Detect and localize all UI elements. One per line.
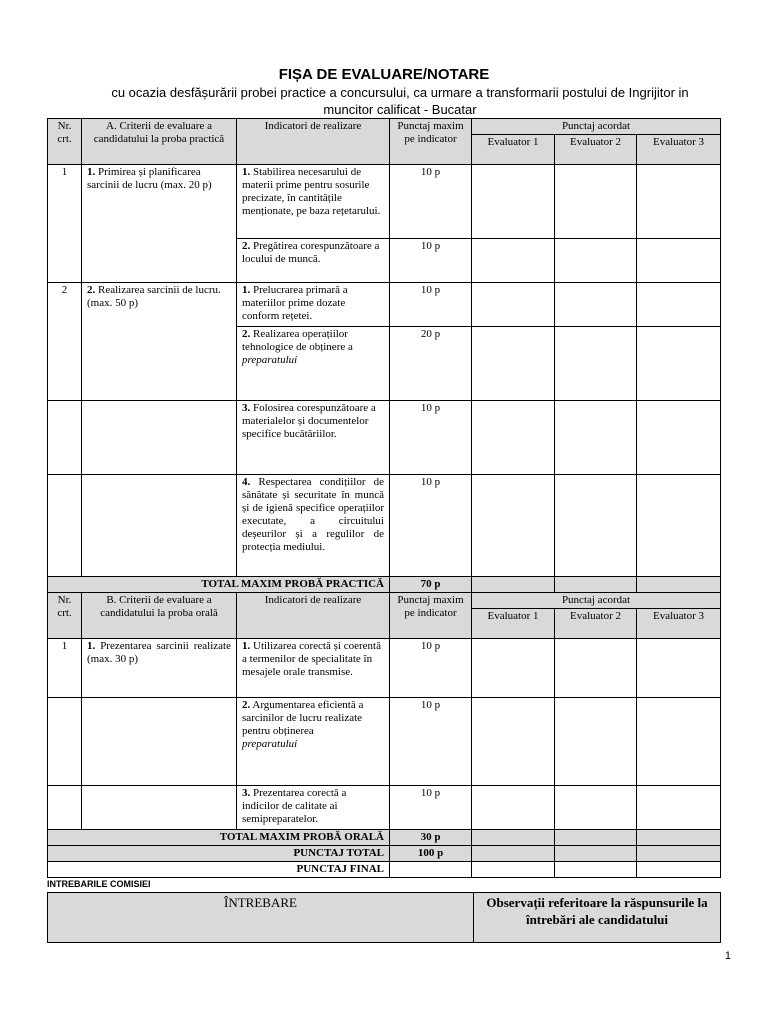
evaluator-2-cell[interactable] <box>555 239 637 283</box>
indicator-a1 <box>237 165 390 239</box>
document-title: FIȘA DE EVALUARE/NOTARE <box>278 66 490 83</box>
indicators-header: Indicatori de realizare <box>237 593 390 639</box>
questions-table <box>47 892 721 943</box>
total-oral-value: 30 p <box>390 830 472 846</box>
evaluator-1-total-cell[interactable] <box>472 830 555 846</box>
empty-nr-cell <box>48 475 82 577</box>
indicator-a6-points: 10 p <box>390 475 472 577</box>
indicator-b2-points: 10 p <box>390 698 472 786</box>
criterion-a1 <box>82 165 237 283</box>
evaluator-3-total-cell[interactable] <box>637 846 721 862</box>
max-points-header: Punctaj maxim pe indicator <box>390 593 472 639</box>
total-oral-label: TOTAL MAXIM PROBĂ ORALĂ <box>48 830 390 846</box>
indicator-b1 <box>237 639 390 698</box>
empty-criteria-cell <box>82 786 237 830</box>
criterion-a2 <box>82 283 237 401</box>
indicator-a2-num: 2. <box>242 240 251 252</box>
evaluator-3-total-cell[interactable] <box>637 830 721 846</box>
indicator-a3-num: 1. <box>242 284 251 296</box>
indicator-a2-points: 10 p <box>390 239 472 283</box>
criterion-a1-text: Primirea și planificarea sarcinii de lucru (max. 20 p) <box>87 166 212 191</box>
subtitle-line-1: cu ocazia desfășurării probei practice a concursului, ca urmare a transformarii postului de Ingrijitor in <box>111 85 689 100</box>
empty-nr-cell <box>48 401 82 475</box>
criterion-a2-nr: 2 <box>48 283 82 401</box>
evaluator-3-cell[interactable] <box>637 165 721 239</box>
evaluator-3-cell[interactable] <box>637 698 721 786</box>
nr-crt-header: Nr. crt. <box>48 593 82 639</box>
evaluator-1-cell[interactable] <box>472 698 555 786</box>
criterion-a1-num: 1. <box>87 166 96 178</box>
total-practical-label: TOTAL MAXIM PROBĂ PRACTICĂ <box>48 577 390 593</box>
final-score-label: PUNCTAJ FINAL <box>48 862 390 878</box>
criteria-b-header: B. Criterii de evaluare a candidatului la proba orală <box>82 593 237 639</box>
total-score-label: PUNCTAJ TOTAL <box>48 846 390 862</box>
evaluator-2-cell[interactable] <box>555 639 637 698</box>
evaluator-3-header: Evaluator 3 <box>637 609 721 639</box>
evaluator-1-total-cell[interactable] <box>472 577 555 593</box>
criterion-b1 <box>82 639 237 698</box>
evaluation-table <box>47 118 721 878</box>
evaluator-3-cell[interactable] <box>637 786 721 830</box>
indicator-b2-num: 2. <box>242 699 251 711</box>
final-score-value[interactable] <box>390 862 472 878</box>
evaluator-3-cell[interactable] <box>637 239 721 283</box>
indicator-a6 <box>237 475 390 577</box>
evaluator-1-cell[interactable] <box>472 239 555 283</box>
indicator-b2-text: Argumentarea eficientă a sarcinilor de lucru realizate pentru obținerea <box>242 699 364 737</box>
evaluator-3-total-cell[interactable] <box>637 577 721 593</box>
observations-header: Observații referitoare la răspunsurile la întrebări ale candidatului <box>474 893 721 943</box>
evaluator-2-cell[interactable] <box>555 786 637 830</box>
indicator-a5-num: 3. <box>242 402 251 414</box>
page-number: 1 <box>724 950 731 962</box>
criterion-b1-nr: 1 <box>48 639 82 698</box>
evaluator-3-cell[interactable] <box>637 639 721 698</box>
evaluator-2-final-cell[interactable] <box>555 862 637 878</box>
indicator-b3-num: 3. <box>242 787 251 799</box>
indicator-a4-points: 20 p <box>390 327 472 401</box>
document-subtitle <box>70 84 730 118</box>
evaluator-3-final-cell[interactable] <box>637 862 721 878</box>
evaluator-2-cell[interactable] <box>555 401 637 475</box>
indicator-b1-text: Utilizarea corectă și coerentă a termenilor de specialitate în mesajele orale transmise. <box>242 640 381 678</box>
evaluator-2-cell[interactable] <box>555 165 637 239</box>
indicator-a6-num: 4. <box>242 476 251 488</box>
evaluator-1-total-cell[interactable] <box>472 846 555 862</box>
evaluator-2-cell[interactable] <box>555 475 637 577</box>
evaluator-2-header: Evaluator 2 <box>555 609 637 639</box>
empty-criteria-cell <box>82 475 237 577</box>
evaluator-3-cell[interactable] <box>637 327 721 401</box>
evaluator-1-cell[interactable] <box>472 327 555 401</box>
criterion-a2-text: Realizarea sarcinii de lucru. (max. 50 p) <box>87 284 221 309</box>
committee-questions-label: INTREBARILE COMISIEI <box>47 879 151 889</box>
criterion-b1-num: 1. <box>87 640 96 652</box>
evaluator-1-final-cell[interactable] <box>472 862 555 878</box>
empty-criteria-cell <box>82 698 237 786</box>
evaluator-1-cell[interactable] <box>472 475 555 577</box>
indicator-a4-italic: preparatului <box>242 354 298 366</box>
indicator-a5-text: Folosirea corespunzătoare a materialelor și documentelor specifice bucătăriilor. <box>242 402 376 440</box>
indicator-a3-text: Prelucrarea primară a materiilor prime dozate conform rețetei. <box>242 284 348 322</box>
criterion-a1-nr: 1 <box>48 165 82 283</box>
criteria-a-header: A. Criterii de evaluare a candidatului la proba practică <box>82 119 237 165</box>
empty-nr-cell <box>48 786 82 830</box>
indicator-b2-italic: preparatului <box>242 738 298 750</box>
indicator-a1-num: 1. <box>242 166 251 178</box>
max-points-header: Punctaj maxim pe indicator <box>390 119 472 165</box>
evaluator-3-cell[interactable] <box>637 283 721 327</box>
evaluator-1-header: Evaluator 1 <box>472 609 555 639</box>
evaluator-2-total-cell[interactable] <box>555 846 637 862</box>
empty-nr-cell <box>48 698 82 786</box>
indicator-a2 <box>237 239 390 283</box>
evaluator-1-cell[interactable] <box>472 165 555 239</box>
question-header: ÎNTREBARE <box>48 893 474 943</box>
evaluator-2-cell[interactable] <box>555 327 637 401</box>
evaluator-1-cell[interactable] <box>472 401 555 475</box>
indicator-b3-points: 10 p <box>390 786 472 830</box>
evaluator-2-total-cell[interactable] <box>555 830 637 846</box>
evaluator-1-cell[interactable] <box>472 283 555 327</box>
evaluator-3-cell[interactable] <box>637 401 721 475</box>
points-awarded-header: Punctaj acordat <box>472 593 721 609</box>
indicator-b1-points: 10 p <box>390 639 472 698</box>
evaluator-3-cell[interactable] <box>637 475 721 577</box>
indicator-a1-text: Stabilirea necesarului de materii prime pentru sosurile precizate, în cantitățile menționate, pe baza rețetarului. <box>242 166 381 217</box>
subtitle-line-2: muncitor calificat - Bucatar <box>323 102 477 117</box>
criterion-b1-text: Prezentarea sarcinii realizate (max. 30 p) <box>87 640 231 665</box>
indicator-a5-points: 10 p <box>390 401 472 475</box>
indicator-a4-text: Realizarea operațiilor tehnologice de obținere a <box>242 328 353 353</box>
points-awarded-header: Punctaj acordat <box>472 119 721 135</box>
evaluator-3-header: Evaluator 3 <box>637 135 721 165</box>
indicator-a3 <box>237 283 390 327</box>
evaluator-2-cell[interactable] <box>555 698 637 786</box>
indicator-a3-points: 10 p <box>390 283 472 327</box>
indicators-header: Indicatori de realizare <box>237 119 390 165</box>
indicator-b1-num: 1. <box>242 640 251 652</box>
total-score-value: 100 p <box>390 846 472 862</box>
evaluator-1-header: Evaluator 1 <box>472 135 555 165</box>
indicator-b3-text: Prezentarea corectă a indicilor de calitate ai semipreparatelor. <box>242 787 347 825</box>
indicator-b2 <box>237 698 390 786</box>
indicator-a4 <box>237 327 390 401</box>
indicator-a5 <box>237 401 390 475</box>
indicator-a4-num: 2. <box>242 328 251 340</box>
indicator-a1-points: 10 p <box>390 165 472 239</box>
indicator-b3 <box>237 786 390 830</box>
evaluator-1-cell[interactable] <box>472 786 555 830</box>
criterion-a2-num: 2. <box>87 284 96 296</box>
evaluator-2-cell[interactable] <box>555 283 637 327</box>
indicator-a6-text: Respectarea condițiilor de sănătate și securitate în muncă și de igienă specifice operațiilor executate, a circuitului deșeurilor și a regulilor de protecția mediului. <box>242 476 384 553</box>
indicator-a2-text: Pregătirea corespunzătoare a locului de muncă. <box>242 240 380 265</box>
empty-criteria-cell <box>82 401 237 475</box>
evaluator-2-header: Evaluator 2 <box>555 135 637 165</box>
evaluator-2-total-cell[interactable] <box>555 577 637 593</box>
nr-crt-header: Nr. crt. <box>48 119 82 165</box>
total-practical-value: 70 p <box>390 577 472 593</box>
evaluator-1-cell[interactable] <box>472 639 555 698</box>
